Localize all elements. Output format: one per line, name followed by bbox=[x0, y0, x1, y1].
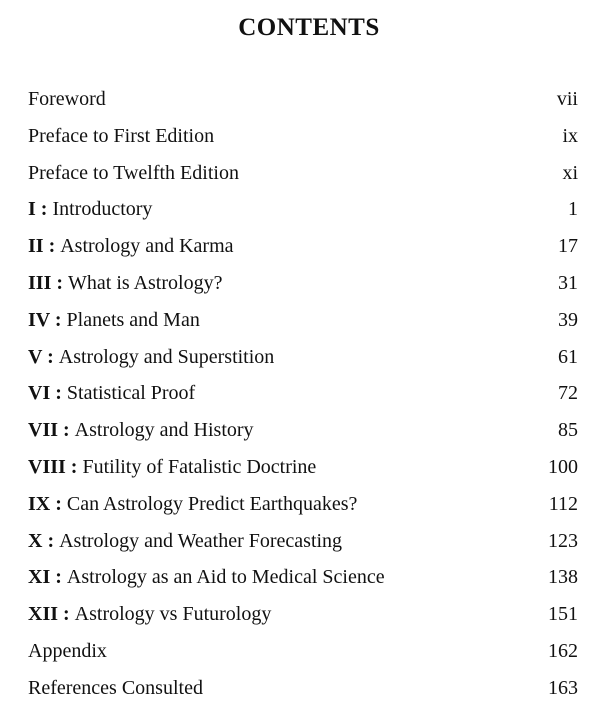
chapter-numeral: VI : bbox=[28, 382, 62, 405]
toc-entry-chapter-8 bbox=[28, 452, 580, 489]
toc-page-number: 72 bbox=[558, 382, 578, 405]
chapter-numeral: VII : bbox=[28, 419, 70, 442]
toc-page-number: 1 bbox=[568, 198, 578, 221]
toc-page-number: vii bbox=[556, 88, 578, 110]
chapter-numeral: V : bbox=[28, 345, 54, 368]
toc-entry-label: Astrology and Weather Forecasting bbox=[59, 529, 343, 552]
toc-page-number: 85 bbox=[558, 419, 578, 442]
toc-entry-text bbox=[28, 636, 107, 666]
toc-page-number: 61 bbox=[558, 345, 578, 368]
toc-page-number: 100 bbox=[548, 455, 578, 478]
toc-entry-references bbox=[28, 673, 580, 710]
toc-page-number: 31 bbox=[558, 271, 578, 294]
chapter-numeral: X : bbox=[28, 529, 55, 552]
toc-entry-label: Introductory bbox=[52, 198, 153, 221]
toc-entry-label: Astrology as an Aid to Medical Science bbox=[66, 566, 385, 589]
chapter-numeral: XII : bbox=[28, 603, 70, 626]
toc-page-number: 151 bbox=[548, 603, 578, 626]
toc-entry-preface-first-edition bbox=[28, 121, 580, 158]
toc-entry-label: Foreword bbox=[28, 88, 106, 110]
toc-entry-text bbox=[28, 231, 234, 261]
toc-entry-foreword bbox=[28, 84, 580, 121]
toc-entry-label: Preface to Twelfth Edition bbox=[28, 161, 239, 184]
table-of-contents bbox=[28, 84, 580, 710]
toc-entry-text bbox=[28, 378, 195, 408]
toc-entry-label: Astrology vs Futurology bbox=[74, 603, 272, 626]
toc-entry-text bbox=[28, 415, 254, 445]
toc-entry-text bbox=[28, 158, 239, 188]
toc-entry-chapter-7 bbox=[28, 415, 580, 452]
chapter-numeral: XI : bbox=[28, 566, 62, 589]
toc-entry-chapter-9 bbox=[28, 489, 580, 526]
toc-entry-text bbox=[28, 84, 106, 114]
toc-page-number: 163 bbox=[548, 676, 578, 699]
toc-entry-label: References Consulted bbox=[28, 676, 203, 699]
toc-entry-chapter-10 bbox=[28, 526, 580, 563]
toc-entry-label: What is Astrology? bbox=[68, 271, 223, 294]
toc-entry-label: Appendix bbox=[28, 639, 107, 662]
toc-page-number: 162 bbox=[548, 639, 578, 662]
toc-page-number: xi bbox=[562, 161, 578, 184]
toc-entry-text bbox=[28, 121, 214, 151]
toc-entry-chapter-1 bbox=[28, 194, 580, 231]
toc-entry-text bbox=[28, 268, 222, 298]
toc-entry-label: Preface to First Edition bbox=[28, 124, 215, 147]
toc-entry-label: Astrology and Karma bbox=[60, 235, 234, 258]
toc-page-number: 39 bbox=[558, 308, 578, 331]
toc-entry-chapter-3 bbox=[28, 268, 580, 305]
toc-entry-text bbox=[28, 526, 342, 556]
page-title: CONTENTS bbox=[238, 14, 380, 41]
toc-entry-text bbox=[28, 599, 271, 629]
toc-entry-chapter-12 bbox=[28, 599, 580, 636]
toc-page-number: 138 bbox=[548, 566, 578, 589]
chapter-numeral: I : bbox=[28, 198, 48, 221]
toc-entry-text bbox=[28, 562, 385, 592]
toc-entry-text bbox=[28, 342, 274, 372]
toc-page-number: ix bbox=[562, 124, 578, 147]
toc-entry-text bbox=[28, 452, 316, 482]
toc-entry-label: Astrology and Superstition bbox=[58, 345, 275, 368]
toc-entry-chapter-11 bbox=[28, 562, 580, 599]
toc-page-number: 17 bbox=[558, 235, 578, 258]
toc-entry-label: Statistical Proof bbox=[66, 382, 196, 405]
toc-entry-chapter-2 bbox=[28, 231, 580, 268]
toc-entry-text bbox=[28, 489, 357, 519]
chapter-numeral: IV : bbox=[28, 308, 62, 331]
chapter-numeral: III : bbox=[28, 271, 64, 294]
chapter-numeral: II : bbox=[28, 235, 56, 258]
chapter-numeral: VIII : bbox=[28, 455, 78, 478]
toc-entry-label: Astrology and History bbox=[74, 419, 254, 442]
toc-page-number: 123 bbox=[548, 529, 578, 552]
toc-page-number: 112 bbox=[548, 492, 578, 515]
toc-entry-text bbox=[28, 194, 152, 224]
toc-entry-chapter-4 bbox=[28, 305, 580, 342]
toc-entry-preface-twelfth-edition bbox=[28, 158, 580, 195]
toc-entry-label: Can Astrology Predict Earthquakes? bbox=[66, 492, 358, 515]
toc-entry-chapter-6 bbox=[28, 378, 580, 415]
toc-entry-label: Futility of Fatalistic Doctrine bbox=[82, 455, 317, 478]
toc-entry-chapter-5 bbox=[28, 342, 580, 379]
chapter-numeral: IX : bbox=[28, 492, 62, 515]
toc-entry-label: Planets and Man bbox=[66, 308, 200, 331]
toc-entry-text bbox=[28, 673, 203, 703]
toc-entry-appendix bbox=[28, 636, 580, 673]
toc-entry-text bbox=[28, 305, 200, 335]
